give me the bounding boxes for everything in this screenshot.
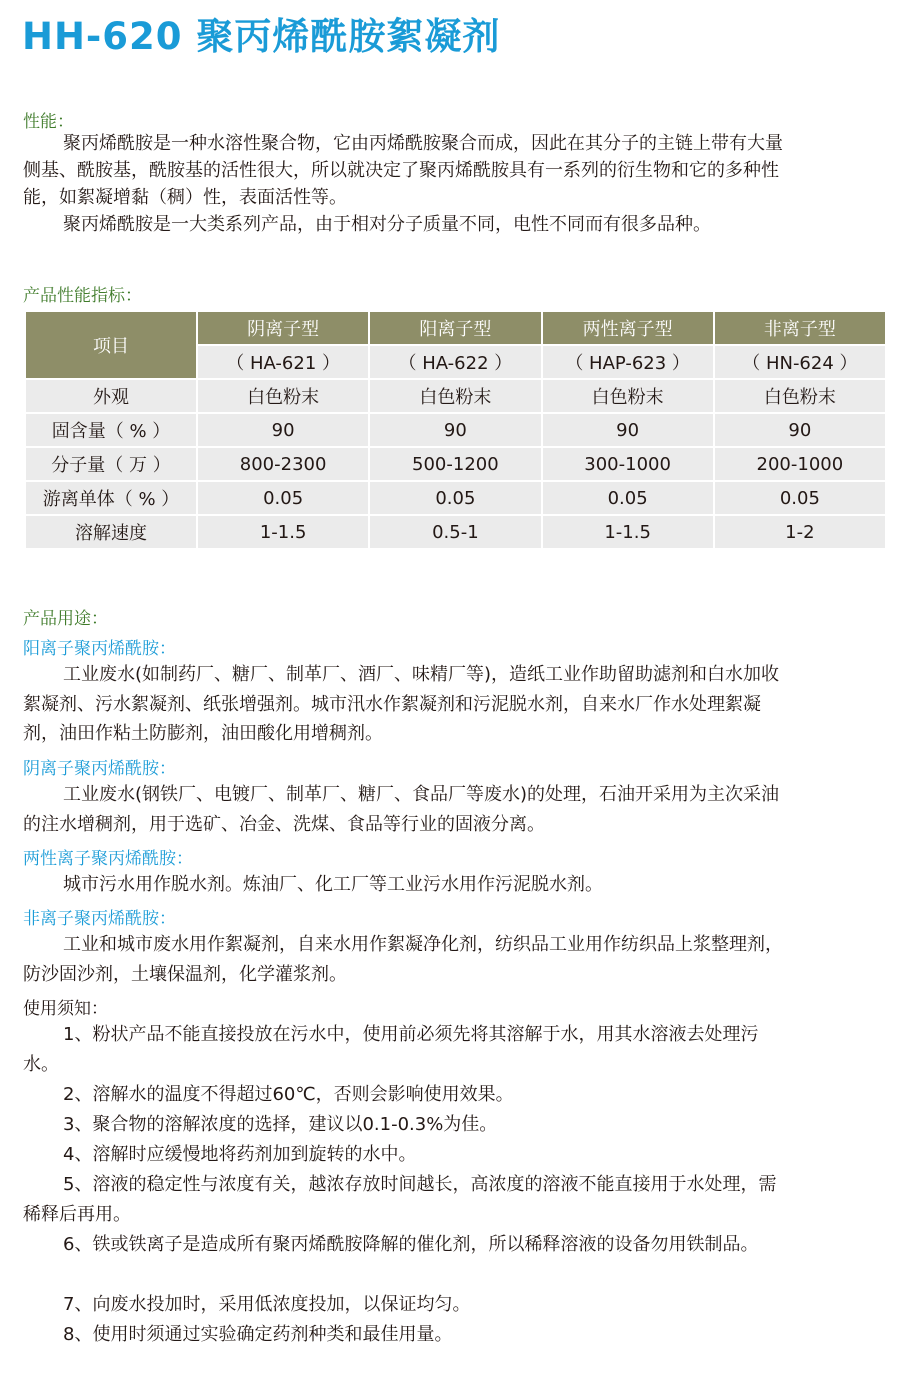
table-cell: 90 xyxy=(543,414,713,446)
table-cell: 90 xyxy=(370,414,540,446)
table-cell: 白色粉末 xyxy=(198,380,368,412)
cationic-heading: 阳离子聚丙烯酰胺： xyxy=(23,639,176,659)
table-cell: 0.05 xyxy=(715,482,885,514)
table-row xyxy=(26,482,885,514)
uses-heading: 产品用途： xyxy=(23,609,108,629)
note-item-6: 6、铁或铁离子是造成所有聚丙烯酰胺降解的催化剂，所以稀释溶液的设备勿用铁制品。 xyxy=(63,1234,759,1255)
table-cell: 1-1.5 xyxy=(198,516,368,548)
spec-heading: 产品性能指标： xyxy=(23,286,142,306)
row-label: 溶解速度 xyxy=(26,516,196,548)
table-row xyxy=(26,516,885,548)
model-code: （ HAP-623 ） xyxy=(543,346,713,378)
table-cell: 1-2 xyxy=(715,516,885,548)
table-cell: 1-1.5 xyxy=(543,516,713,548)
page-title: HH-620 聚丙烯酰胺絮凝剂 xyxy=(22,15,501,58)
table-cell: 0.05 xyxy=(543,482,713,514)
anionic-heading: 阴离子聚丙烯酰胺： xyxy=(23,759,176,779)
anionic-description: 工业废水(钢铁厂、电镀厂、制革厂、糖厂、食品厂等废水)的处理，石油开采用为主次采油的注水增稠剂，用于选矿、冶金、洗煤、食品等行业的固液分离。 xyxy=(23,784,780,835)
table-cell: 白色粉末 xyxy=(370,380,540,412)
table-cell: 500-1200 xyxy=(370,448,540,480)
table-cell: 90 xyxy=(715,414,885,446)
table-cell: 白色粉末 xyxy=(715,380,885,412)
note-item-5: 5、溶液的稳定性与浓度有关，越浓存放时间越长，高浓度的溶液不能直接用于水处理，需稀释后再用。 xyxy=(23,1174,777,1225)
row-label: 固含量（ % ） xyxy=(26,414,196,446)
note-item-2: 2、溶解水的温度不得超过60℃，否则会影响使用效果。 xyxy=(63,1084,514,1105)
table-row xyxy=(26,448,885,480)
performance-heading: 性能： xyxy=(23,112,74,132)
amphoteric-description: 城市污水用作脱水剂。炼油厂、化工厂等工业污水用作污泥脱水剂。 xyxy=(63,874,603,895)
spec-table xyxy=(24,310,887,550)
note-item-7: 7、向废水投加时，采用低浓度投加，以保证均匀。 xyxy=(63,1294,471,1315)
row-label: 分子量（ 万 ） xyxy=(26,448,196,480)
type-header-cationic: 阳离子型 xyxy=(370,312,540,344)
table-row xyxy=(26,414,885,446)
type-header-anionic: 阴离子型 xyxy=(198,312,368,344)
table-cell: 300-1000 xyxy=(543,448,713,480)
amphoteric-heading: 两性离子聚丙烯酰胺： xyxy=(23,849,193,869)
note-item-8: 8、使用时须通过实验确定药剂种类和最佳用量。 xyxy=(63,1324,453,1345)
table-cell: 0.05 xyxy=(198,482,368,514)
cationic-description: 工业废水(如制药厂、糖厂、制革厂、酒厂、味精厂等)，造纸工业作助留助滤剂和白水加收絮凝剂、污水絮凝剂、纸张增强剂。城市汛水作絮凝剂和污泥脱水剂，自来水厂作水处理絮凝剂，油田作粘土防膨剂，油田酸化用增稠剂。 xyxy=(23,664,780,744)
note-item-4: 4、溶解时应缓慢地将药剂加到旋转的水中。 xyxy=(63,1144,417,1165)
table-cell: 200-1000 xyxy=(715,448,885,480)
nonionic-description: 工业和城市废水用作絮凝剂，自来水用作絮凝净化剂，纺织品工业用作纺织品上浆整理剂，防沙固沙剂，土壤保温剂，化学灌浆剂。 xyxy=(23,934,783,985)
table-cell: 0.5-1 xyxy=(370,516,540,548)
note-item-1: 1、粉状产品不能直接投放在污水中，使用前必须先将其溶解于水，用其水溶液去处理污水。 xyxy=(23,1024,759,1075)
item-header: 项目 xyxy=(26,312,196,378)
note-item-3: 3、聚合物的溶解浓度的选择，建议以0.1-0.3%为佳。 xyxy=(63,1114,498,1135)
table-cell: 90 xyxy=(198,414,368,446)
table-cell: 0.05 xyxy=(370,482,540,514)
table-row xyxy=(26,380,885,412)
table-cell: 800-2300 xyxy=(198,448,368,480)
model-code: （ HA-621 ） xyxy=(198,346,368,378)
type-header-amphoteric: 两性离子型 xyxy=(543,312,713,344)
row-label: 外观 xyxy=(26,380,196,412)
nonionic-heading: 非离子聚丙烯酰胺： xyxy=(23,909,176,929)
model-code: （ HN-624 ） xyxy=(715,346,885,378)
performance-paragraph-2: 聚丙烯酰胺是一大类系列产品，由于相对分子质量不同，电性不同而有很多品种。 xyxy=(63,214,711,235)
table-cell: 白色粉末 xyxy=(543,380,713,412)
performance-paragraph-1: 聚丙烯酰胺是一种水溶性聚合物，它由丙烯酰胺聚合而成，因此在其分子的主链上带有大量侧基、酰胺基，酰胺基的活性很大，所以就决定了聚丙烯酰胺具有一系列的衍生物和它的多种性能，如絮凝增黏（稠）性，表面活性等。 xyxy=(23,133,783,208)
notes-heading: 使用须知： xyxy=(23,999,108,1019)
row-label: 游离单体（ % ） xyxy=(26,482,196,514)
model-code: （ HA-622 ） xyxy=(370,346,540,378)
type-header-nonionic: 非离子型 xyxy=(715,312,885,344)
spec-header-row xyxy=(26,312,885,344)
